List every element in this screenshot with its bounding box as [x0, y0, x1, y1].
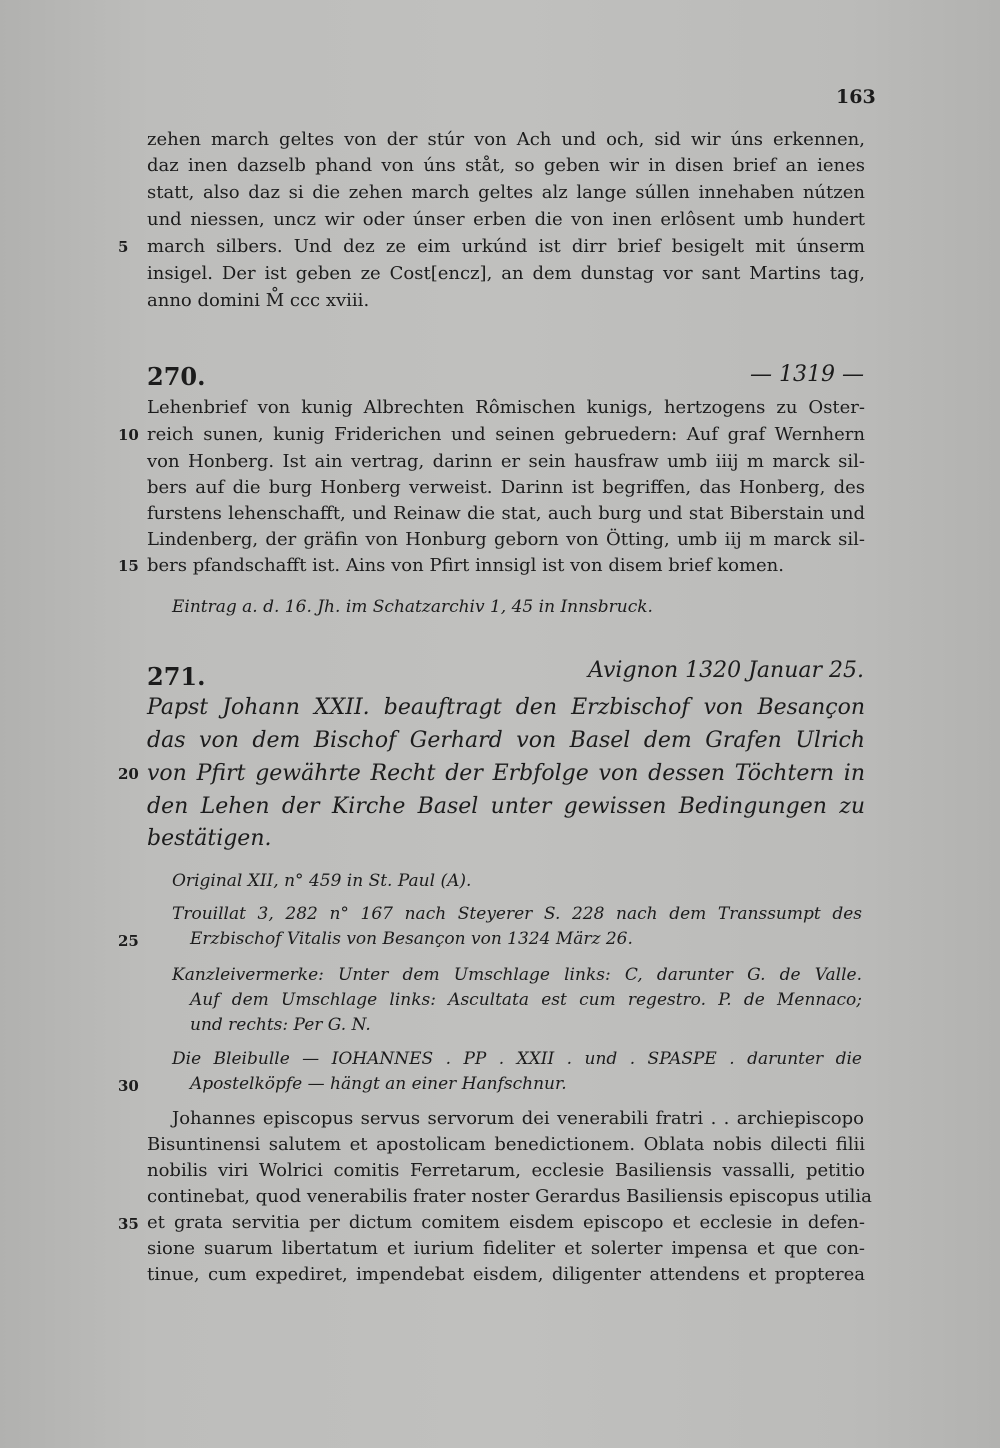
text-line: Lindenberg, der gräfin von Honburg geborn von Ötting, umb iij m marck sil- — [147, 529, 865, 550]
text-line: Johannes episcopus servus servorum dei venerabili fratri . . archiepiscopo — [172, 1108, 864, 1129]
summary-line: den Lehen der Kirche Basel unter gewissen Bedingungen zu — [147, 794, 865, 819]
text-line: bers auf die burg Honberg verweist. Darinn ist begriffen, das Honberg, des — [147, 477, 865, 498]
text-line: tinue, cum expediret, impendebat eisdem, diligenter attendens et propterea — [147, 1264, 865, 1285]
summary-line: das von dem Bischof Gerhard von Basel dem Grafen Ulrich — [147, 728, 865, 753]
source-note: Apostelköpfe — hängt an einer Hanfschnur. — [190, 1074, 567, 1094]
text-line: und niessen, uncz wir oder únser erben die von inen erlôsent umb hundert — [147, 209, 865, 230]
line-number: 30 — [118, 1077, 139, 1095]
line-number: 10 — [118, 426, 139, 444]
text-line: von Honberg. Ist ain vertrag, darinn er sein hausfraw umb iiij m marck sil- — [147, 451, 865, 472]
line-number: 15 — [118, 557, 139, 575]
text-line: zehen march geltes von der stúr von Ach und och, sid wir úns erkennen, — [147, 129, 865, 150]
line-number: 35 — [118, 1215, 139, 1233]
document-date: — 1319 — — [750, 362, 864, 387]
source-note: Erzbischof Vitalis von Besançon von 1324 März 26. — [190, 929, 633, 949]
text-line: insigel. Der ist geben ze Cost[encz], an dem dunstag vor sant Martins tag, — [147, 263, 865, 284]
text-line: reich sunen, kunig Friderichen und seinen gebruedern: Auf graf Wernhern — [147, 424, 865, 445]
text-line: Bisuntinensi salutem et apostolicam benedictionem. Oblata nobis dilecti filii — [147, 1134, 865, 1155]
line-number: 20 — [118, 765, 139, 783]
document-date: Avignon 1320 Januar 25. — [588, 658, 864, 683]
source-note: Die Bleibulle — IOHANNES . PP . XXII . und . SPASPE . darunter die — [172, 1049, 862, 1069]
text-line: daz inen dazselb phand von úns ståt, so geben wir in disen brief an ienes — [147, 155, 865, 176]
document-number: 271. — [147, 662, 206, 691]
text-line: furstens lehenschafft, und Reinaw die stat, auch burg und stat Biberstain und — [147, 503, 865, 524]
text-line: Lehenbrief von kunig Albrechten Rômischen kunigs, hertzogens zu Oster- — [147, 397, 865, 418]
line-number: 5 — [118, 238, 129, 256]
source-note: Original XII, n° 459 in St. Paul (A). — [172, 871, 472, 891]
page-number: 163 — [836, 86, 876, 108]
document-number: 270. — [147, 362, 206, 391]
line-number: 25 — [118, 932, 139, 950]
summary-line: bestätigen. — [147, 826, 272, 851]
text-line: statt, also daz si die zehen march geltes alz lange súllen innehaben nútzen — [147, 182, 865, 203]
text-line: et grata servitia per dictum comitem eisdem episcopo et ecclesie in defen- — [147, 1212, 865, 1233]
text-line: bers pfandschafft ist. Ains von Pfirt innsigl ist von disem brief komen. — [147, 555, 784, 576]
summary-line: Papst Johann XXII. beauftragt den Erzbischof von Besançon — [147, 695, 865, 720]
source-note: und rechts: Per G. N. — [190, 1015, 371, 1035]
source-note: Trouillat 3, 282 n° 167 nach Steyerer S. 228 nach dem Transsumpt des — [172, 904, 862, 924]
source-note: Kanzleivermerke: Unter dem Umschlage links: C, darunter G. de Valle. — [172, 965, 862, 985]
source-note: Eintrag a. d. 16. Jh. im Schatzarchiv 1, 45 in Innsbruck. — [172, 597, 653, 617]
text-line: sione suarum libertatum et iurium fideliter et solerter impensa et que con- — [147, 1238, 865, 1259]
text-line: anno domini M̊ ccc xviii. — [147, 290, 370, 311]
source-note: Auf dem Umschlage links: Ascultata est cum regestro. P. de Mennaco; — [190, 990, 862, 1010]
text-line: nobilis viri Wolrici comitis Ferretarum, ecclesie Basiliensis vassalli, petitio — [147, 1160, 865, 1181]
summary-line: von Pfirt gewährte Recht der Erbfolge von dessen Töchtern in — [147, 761, 865, 786]
text-line: continebat, quod venerabilis frater noster Gerardus Basiliensis episcopus utilia — [147, 1186, 872, 1207]
text-line: march silbers. Und dez ze eim urkúnd ist dirr brief besigelt mit únserm — [147, 236, 865, 257]
